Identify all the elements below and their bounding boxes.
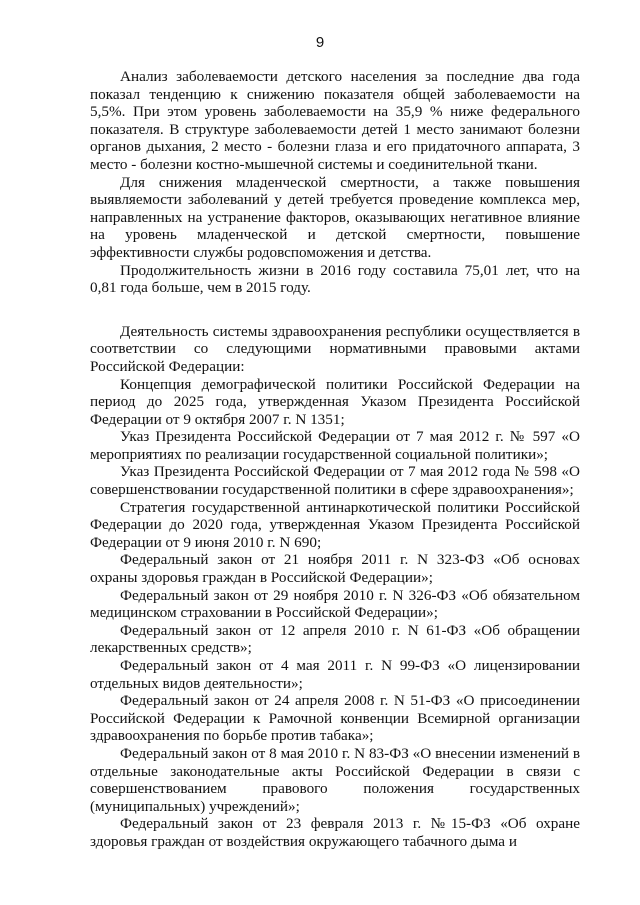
legal-act-item: Указ Президента Российской Федерации от 7 мая 2012 года № 598 «О совершенствовании государственной политики в сфере здравоохранения»; xyxy=(90,463,580,499)
legal-act-item: Федеральный закон от 4 мая 2011 г. N 99-ФЗ «О лицензировании отдельных видов деятельности»; xyxy=(90,657,580,692)
paragraph: Анализ заболеваемости детского населения за последние два года показал тенденцию к снижению показателя общей заболеваемости на 5,5%. При этом уровень заболеваемости на 35,9 % ниже федерального показателя. В структуре заболеваемости детей 1 место занимают болезни органов дыхания, 2 место - болезни глаза и его придаточного аппарата, 3 место - болезни костно-мышечной системы и соединительной ткани. xyxy=(90,68,580,173)
page-number: 9 xyxy=(315,34,325,51)
section-gap xyxy=(90,297,580,323)
legal-act-item: Стратегия государственной антинаркотической политики Российской Федерации до 2020 года, утвержденная Указом Президента Российской Федерации от 9 июня 2010 г. N 690; xyxy=(90,498,580,551)
legal-act-item: Федеральный закон от 29 ноября 2010 г. N 326-ФЗ «Об обязательном медицинском страховании в Российской Федерации»; xyxy=(90,586,580,622)
section-legal-acts xyxy=(90,323,580,851)
legal-act-item: Федеральный закон от 21 ноября 2011 г. N 323-ФЗ «Об основах охраны здоровья граждан в Российской Федерации»; xyxy=(90,551,580,587)
paragraph: Для снижения младенческой смертности, а также повышения выявляемости заболеваний у детей требуется проведение комплекса мер, направленных на устранение факторов, оказывающих негативное влияние на уровень младенческой и детской смертности, повышение эффективности службы родовспоможения и детства. xyxy=(90,173,580,261)
paragraph: Деятельность системы здравоохранения республики осуществляется в соответствии со следующими нормативными правовыми актами Российской Федерации: xyxy=(90,322,580,375)
document-body xyxy=(90,68,580,851)
legal-act-item: Федеральный закон от 24 апреля 2008 г. N 51-ФЗ «О присоединении Российской Федерации к Рамочной конвенции Всемирной организации здравоохранения по борьбе против табака»; xyxy=(90,692,580,745)
paragraph: Продолжительность жизни в 2016 году составила 75,01 лет, что на 0,81 года больше, чем в 2015 году. xyxy=(90,261,580,297)
legal-act-item: Федеральный закон от 8 мая 2010 г. N 83-ФЗ «О внесении изменений в отдельные законодательные акты Российской Федерации в связи с совершенствованием правового положения государственных (муниципальных) учреждений»; xyxy=(90,744,580,815)
legal-act-item: Федеральный закон от 12 апреля 2010 г. N 61-ФЗ «Об обращении лекарственных средств»; xyxy=(90,621,580,657)
legal-act-item: Концепция демографической политики Российской Федерации на период до 2025 года, утвержденная Указом Президента Российской Федерации от 9 октября 2007 г. N 1351; xyxy=(90,375,580,428)
legal-act-item: Федеральный закон от 23 февраля 2013 г. №15-ФЗ «Об охране здоровья граждан от воздействия окружающего табачного дыма и xyxy=(90,815,580,850)
legal-act-item: Указ Президента Российской Федерации от 7 мая 2012 г. № 597 «О мероприятиях по реализации государственной социальной политики»; xyxy=(90,428,580,463)
section-morbidity xyxy=(90,68,580,297)
